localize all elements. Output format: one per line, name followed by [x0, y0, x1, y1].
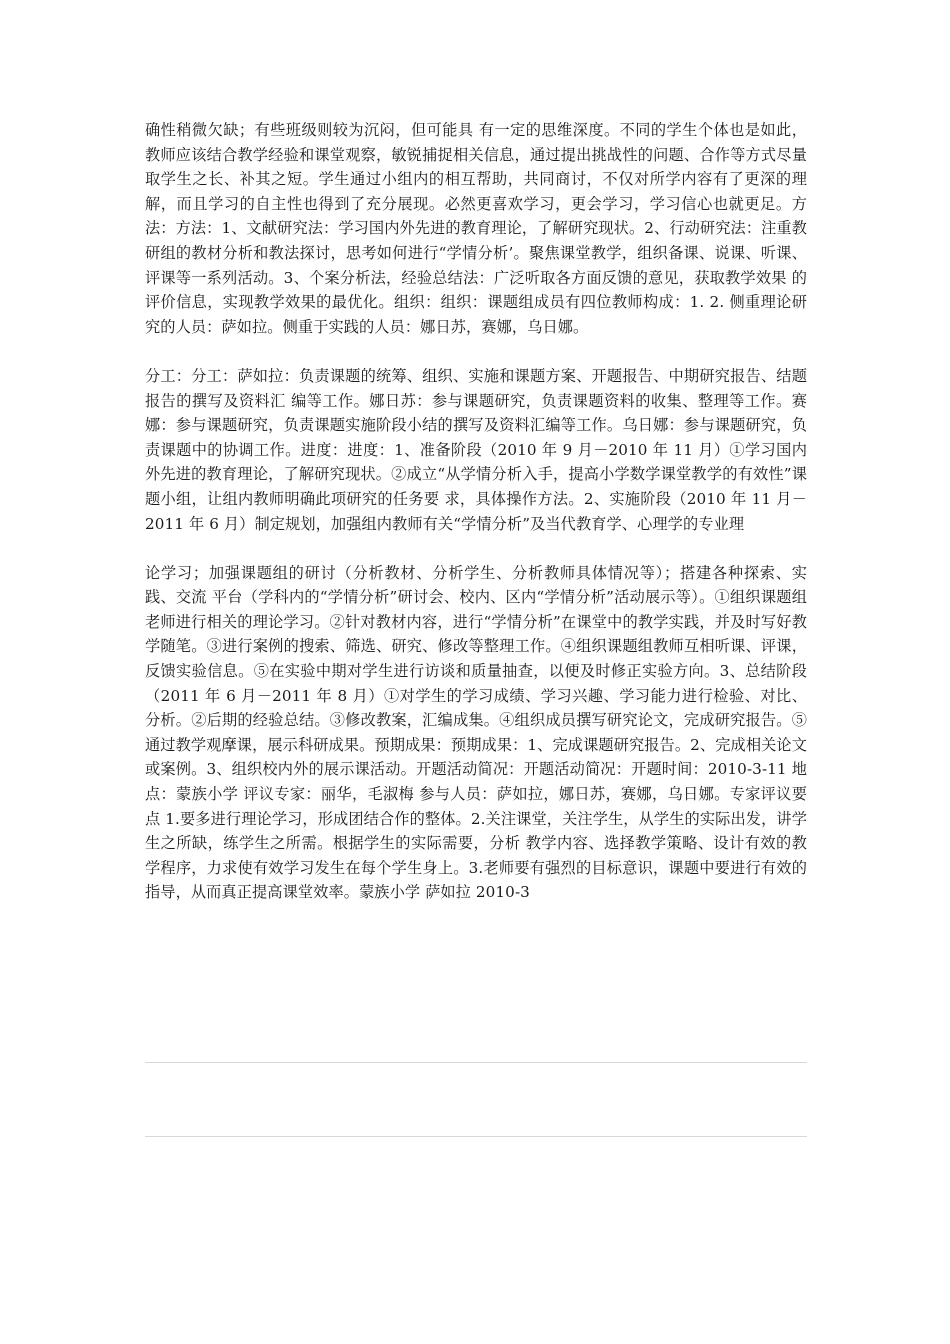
paragraph-theory-study: 论学习；加强课题组的研讨（分析教材、分析学生、分析教师具体情况等）；搭建各种探索、实践、交流 平台（学科内的“学情分析”研讨会、校内、区内“学情分析”活动展示等）。①组织课题组老师进行相关的理论学习。②针对教材内容，进行“学情分析”在课堂中的教学实践，并及时写好教学随笔。③进行案例的搜索、筛选、研究、修改等整理工作。④组织课题组教师互相听课、评课，反馈实验信息。⑤在实验中期对学生进行访谈和质量抽查，以便及时修正实验方向。3、总结阶段（2011 年 6 月－2011 年 8 月）①对学生的学习成绩、学习兴趣、学习能力进行检验、对比、分析。②后期的经验总结。③修改教案，汇编成集。④组织成员撰写研究论文，完成研究报告。⑤通过教学观摩课，展示科研成果。预期成果：预期成果：1、完成课题研究报告。2、完成相关论文或案例。3、组织校内外的展示课活动。开题活动简况：开题活动简况：开题时间：2010-3-11 地点：蒙族小学 评议专家：丽华，毛淑梅 参与人员：萨如拉，娜日苏，赛娜，乌日娜。专家评议要点 1.要多进行理论学习，形成团结合作的整体。2.关注课堂，关注学生，从学生的实际出发，讲学生之所缺，练学生之所需。根据学生的实际需要，分析 教学内容、选择教学策略、设计有效的教学程序，力求使有效学习发生在每个学生身上。3.老师要有强烈的目标意识，课题中要进行有效的指导，从而真正提高课堂效率。蒙族小学 萨如拉 2010-3 — [145, 563, 807, 902]
paragraph-methods: 确性稍微欠缺；有些班级则较为沉闷，但可能具 有一定的思维深度。不同的学生个体也是如此，教师应该结合教学经验和课堂观察，敏锐捕捉相关信息，通过提出挑战性的问题、合作等方式尽量取学生之长、补其之短。学生通过小组内的相互帮助，共同商讨，不仅对所学内容有了更深的理解，而且学习的自主性也得到了充分展现。必然更喜欢学习，更会学习，学习信心也就更足。方法：方法：1、文献研究法：学习国内外先进的教育理论，了解研究现状。2、行动研究法：注重教研组的教材分析和教法探讨，思考如何进行“学情分析’。聚焦课堂教学，组织备课、说课、听课、评课等一系列活动。3、个案分析法，经验总结法：广泛听取各方面反馈的意见，获取教学效果 的评价信息，实现教学效果的最优化。组织：组织：课题组成员有四位教师构成：1. 2. 侧重理论研究的人员：萨如拉。侧重于实践的人员：娜日苏，赛娜，乌日娜。 — [145, 121, 807, 336]
document-body — [145, 118, 807, 905]
paragraph-division-of-labor: 分工：分工：萨如拉：负责课题的统筹、组织、实施和课题方案、开题报告、中期研究报告、结题报告的撰写及资料汇 编等工作。娜日苏：参与课题研究，负责课题资料的收集、整理等工作。赛娜：参与课题研究，负责课题实施阶段小结的撰写及资料汇编等工作。乌日娜：参与课题研究，负责课题中的协调工作。进度：进度：1、准备阶段（2010 年 9 月－2010 年 11 月）①学习国内外先进的教育理论，了解研究现状。②成立“从学情分析入手，提高小学数学课堂教学的有效性”课题小组，让组内教师明确此项研究的任务要 求，具体操作方法。2、实施阶段（2010 年 11 月－2011 年 6 月）制定规划，加强组内教师有关“学情分析”及当代教育学、心理学的专业理 — [145, 366, 807, 533]
divider-line — [145, 1136, 807, 1137]
divider-line — [145, 1062, 807, 1063]
